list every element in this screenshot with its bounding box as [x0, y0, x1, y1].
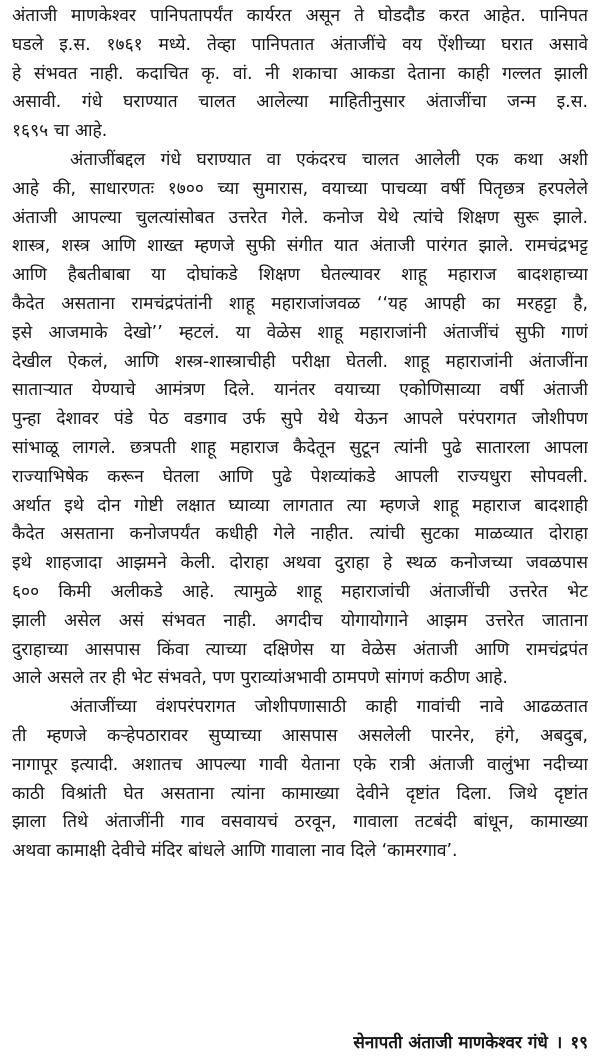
text-line: सांभाळू लागले. छत्रपती शाहू महाराज कैदेतून सुटून त्यांनी पुढे सातारला आपला — [12, 437, 588, 458]
text-line: १६९५ चा आहे. — [12, 121, 108, 142]
text-line: देखील ऐकलं, आणि शस्त्र-शास्त्राचीही परीक्षा घेतली. शाहू महाराजांनी अंताजींना — [12, 351, 588, 372]
text-line: राज्याभिषेक करून घेतला आणि पुढे पेशव्यांकडे आपली राज्यधुरा सोपवली. — [12, 466, 588, 487]
text-line: पुन्हा देशावर पंडे पेठ वडगाव उर्फ सुपे येथे येऊन आपले परंपरागत जोशीपण — [12, 409, 588, 430]
text-line: ती म्हणजे कऱ्हेपठारावर सुप्याच्या आसपास असलेली पारनेर, हंगे, अबदुब, — [12, 725, 588, 746]
text-line: ६०० किमी अलीकडे आहे. त्यामुळे शाहू महाराजांची अंताजींची उत्तरेत भेट — [12, 581, 588, 602]
text-line: आणि हैबतीबाबा या दोघांकडे शिक्षण घेतल्यावर शाहू महाराज बादशहाच्या — [12, 265, 588, 286]
text-line: नागापूर इत्यादी. अशातच आपल्या गावी येताना एके रात्री अंताजी वालुंभा नदीच्या — [12, 754, 588, 775]
text-line: कैदेत असताना रामचंद्रपंतांनी शाहू महाराजांजवळ ‘‘यह आपही का मरहट्टा है, — [12, 293, 588, 314]
text-line: आले असले तर ही भेट संभवते, पण पुराव्यांअभावी ठामपणे सांगणं कठीण आहे. — [12, 668, 508, 689]
body-text — [12, 2, 588, 866]
text-line: झाला तिथे अंताजींनी गाव वसवायचं ठरवून, गावाला तटबंदी बांधून, कामाख्या — [12, 812, 588, 833]
text-line: अथवा कामाक्षी देवीचे मंदिर बांधले आणि गावाला नाव दिले ‘कामरगाव’. — [12, 841, 458, 862]
text-line: आहे की, साधारणतः १७०० च्या सुमारास, वयाच्या पाचव्या वर्षी पितृछत्र हरपलेले — [12, 178, 588, 199]
text-line: असावी. गंधे घराण्यात चालत आलेल्या माहितीनुसार अंताजींचा जन्म इ.स. — [12, 92, 588, 113]
page-footer — [353, 1030, 588, 1056]
text-line: अंताजी आपल्या चुलत्यांसोबत उत्तरेत गेले. कनोज येथे त्यांचे शिक्षण सुरू झाले. — [12, 207, 588, 228]
text-line: अंताजी माणकेश्वर पानिपतापर्यंत कार्यरत असून ते घोडदौड करत आहेत. पानिपत — [12, 6, 588, 26]
text-line: घडले इ.स. १७६१ मध्ये. तेव्हा पानिपतात अंताजींचे वय ऐंशीच्या घरात असावे — [12, 34, 588, 55]
text-line: अंताजींच्या वंशपरंपरागत जोशीपणासाठी काही गावांची नावे आढळतात — [70, 697, 588, 718]
text-line: कैदेत असताना कनोजपर्यंत कधीही गेले नाहीत. त्यांची सुटका माळव्यात दोराहा — [12, 524, 588, 545]
text-line: साताऱ्यात येण्याचे आमंत्रण दिले. यानंतर वयाच्या एकोणिसाव्या वर्षी अंताजी — [12, 380, 588, 401]
text-line: इथे शाहजादा आझमने केली. दोराहा अथवा दुराहा हे स्थळ कनोजच्या जवळपास — [12, 553, 588, 574]
footer-separator: । — [555, 1033, 563, 1053]
page-number: १९ — [570, 1033, 588, 1053]
text-line: झाली असेल असं संभवत नाही. अगदीच योगायोगाने आझम उत्तरेत जाताना — [12, 610, 588, 631]
text-line: हे संभवत नाही. कदाचित कृ. वां. नी शकाचा आकडा देताना काही गल्लत झाली — [12, 63, 588, 84]
paragraph-3 — [12, 693, 588, 866]
running-title: सेनापती अंताजी माणकेश्वर गंधे — [353, 1033, 548, 1053]
text-line: दुराहाच्या आसपास किंवा त्याच्या दक्षिणेस या वेळेस अंताजी आणि रामचंद्रपंत — [12, 639, 588, 660]
text-line: शास्त्र, शस्त्र आणि शाख्त म्हणजे सुफी संगीत यात अंताजी पारंगत झाले. रामचंद्रभट्ट — [12, 236, 588, 257]
paragraph-1 — [12, 2, 588, 146]
text-line: काठी विश्रांती घेत असताना त्यांना कामाख्या देवीने दृष्टांत दिला. जिथे दृष्टांत — [12, 783, 588, 804]
text-line: अंताजींबद्दल गंधे घराण्यात वा एकंदरच चालत आलेली एक कथा अशी — [70, 149, 588, 170]
text-line: अर्थात इथे दोन गोष्टी लक्षात घ्याव्या लागतात त्या म्हणजे शाहू महाराज बादशाही — [12, 495, 588, 516]
text-line: इसे आजमाके देखो’’ म्हटलं. या वेळेस शाहू महाराजांनी अंताजींचं सुफी गाणं — [12, 322, 588, 343]
paragraph-2 — [12, 146, 588, 693]
